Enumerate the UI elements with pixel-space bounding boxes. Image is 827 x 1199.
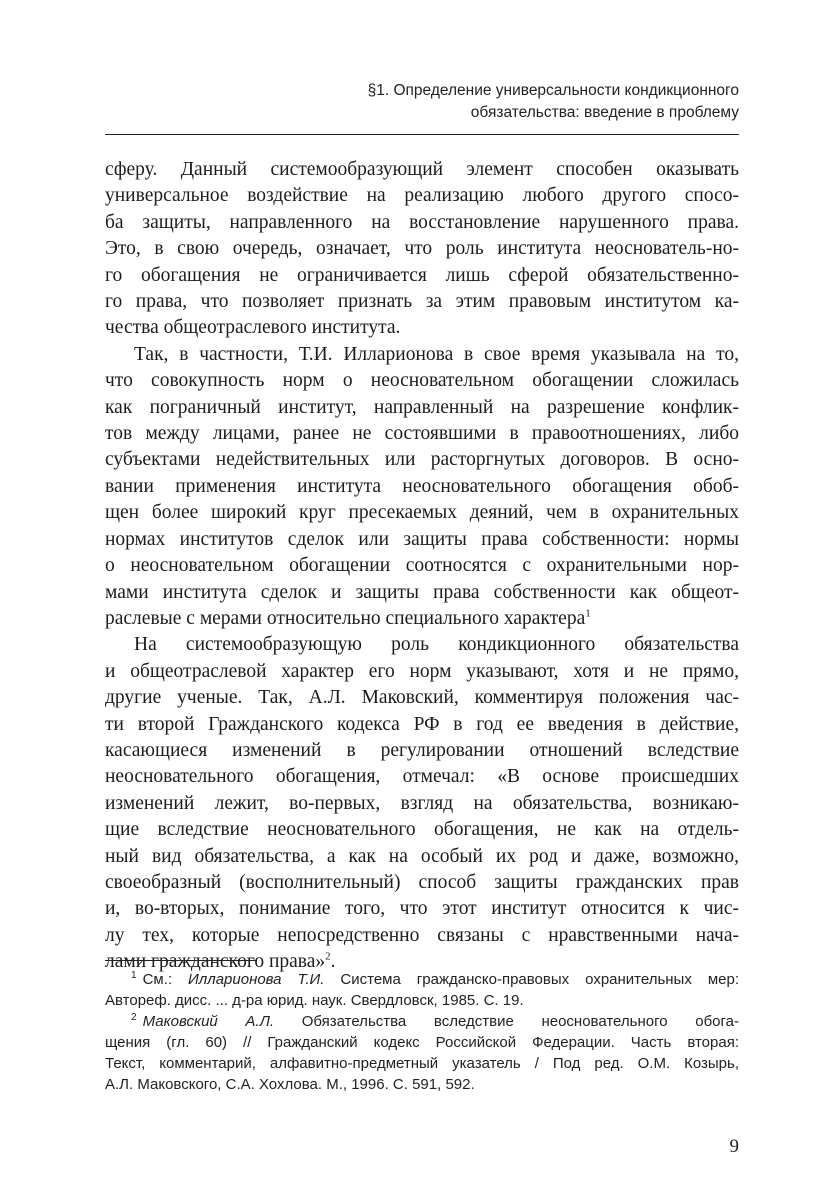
text-line: что совокупность норм о неосновательном обогащении сложилась [105,370,739,392]
text-line: щен более широкий круг пресекаемых деяний, чем в охранительных [105,502,739,524]
text-line: и общеотраслевой характер его норм указывают, хотя и не прямо, [105,660,739,682]
text-line: На системообразующую роль кондикционного обязательства [134,634,739,656]
text-line: ный вид обязательства, а как на особый их род и даже, возможно, [105,845,739,867]
text-line: ба защиты, направленного на восстановление нарушенного права. [105,211,739,233]
text-line [105,606,739,632]
footnote-text: Обязательства вследствие неосновательного обога- [274,1013,739,1030]
paragraph-2 [105,342,739,632]
text-line: о неосновательном обогащении соотносятся с охранительными нор- [105,555,739,577]
footnote-line [105,969,739,990]
footnote-mark: 1 [131,970,137,981]
text-line: го права, что позволяет признать за этим правовым институтом ка- [105,291,739,313]
text-line: как пограничный институт, направленный на разрешение конфлик- [105,396,739,418]
footnote-line: А.Л. Маковского, С.А. Хохлова. М., 1996. С. 591, 592. [105,1076,475,1093]
text-line: нормах институтов сделок или защиты права собственности: нормы [105,528,739,550]
running-head-line-2: обязательства: введение в проблему [470,104,739,121]
text-line: субъектами недействительных или расторгнутых договоров. В осно- [105,449,739,471]
footnote-author: Илларионова Т.И. [188,971,325,988]
footnote-line [105,1011,739,1032]
paragraph-1 [105,157,739,342]
text-line: сферу. Данный системообразующий элемент способен оказывать [105,159,739,180]
header-rule [105,134,739,135]
text-line: лу тех, которые непосредственно связаны с нравственными нача- [105,924,739,946]
running-head [105,80,739,124]
page-number: 9 [729,1136,739,1157]
text-line-content: раслевые с мерами относительно специального характера [105,607,586,629]
footnote-separator [105,960,257,961]
running-head-line-1: §1. Определение универсальности кондикционного [367,82,739,99]
footnote-text: Система гражданско-правовых охранительных мер: [324,971,739,988]
text-line: касающиеся изменений в регулировании отношений вследствие [105,739,739,761]
text-line: изменений лежит, во-первых, взгляд на обязательства, возникаю- [105,792,739,814]
sentence-end: . [330,951,336,973]
footnote-2 [105,1011,739,1095]
text-line: вании применения института неосновательного обогащения обоб- [105,475,739,497]
footnote-mark: 2 [131,1012,137,1023]
footnote-ref-2[interactable]: 2 [325,950,331,963]
text-line: неосновательного обогащения, отмечал: «В основе происшедших [105,766,739,788]
footnote-prefix: См.: [142,971,189,988]
text-line: универсальное воздействие на реализацию любого другого спосо- [105,185,739,207]
text-line: другие ученые. Так, А.Л. Маковский, комментируя положения час- [105,687,739,709]
footnote-ref-1[interactable]: 1 [585,607,591,620]
text-line: щие вследствие неосновательного обогащения, не как на отдель- [105,819,739,841]
text-line: мами института сделок и защиты права собственности как общеот- [105,581,739,603]
text-line: Это, в свою очередь, означает, что роль института неоснователь-но- [105,238,739,260]
text-line: го обогащения не ограничивается лишь сферой обязательственно- [105,264,739,286]
text-line-content: лами гражданского права» [105,951,326,973]
paragraph-3 [105,632,739,975]
text-line: ти второй Гражданского кодекса РФ в год ее введения в действие, [105,713,739,735]
main-text [105,157,739,976]
footnote-line: Автореф. дисс. ... д-ра юрид. наук. Свердловск, 1985. С. 19. [105,992,524,1009]
footnote-line: щения (гл. 60) // Гражданский кодекс Российской Федерации. Часть вторая: [105,1034,739,1051]
text-line: и, во-вторых, понимание того, что этот институт относится к чис- [105,898,739,920]
text-line: Так, в частности, Т.И. Илларионова в свое время указывала на то, [134,343,739,365]
footnote-line: Текст, комментарий, алфавитно-предметный указатель / Под ред. О.М. Козырь, [105,1055,739,1072]
text-line: своеобразный (восполнительный) способ защиты гражданских прав [105,871,739,893]
footnotes [105,969,739,1095]
text-line: чества общеотраслевого института. [105,317,401,339]
footnote-1 [105,969,739,1011]
footnote-author: Маковский А.Л. [142,1013,275,1030]
text-line: тов между лицами, ранее не состоявшими в правоотношениях, либо [105,423,739,445]
